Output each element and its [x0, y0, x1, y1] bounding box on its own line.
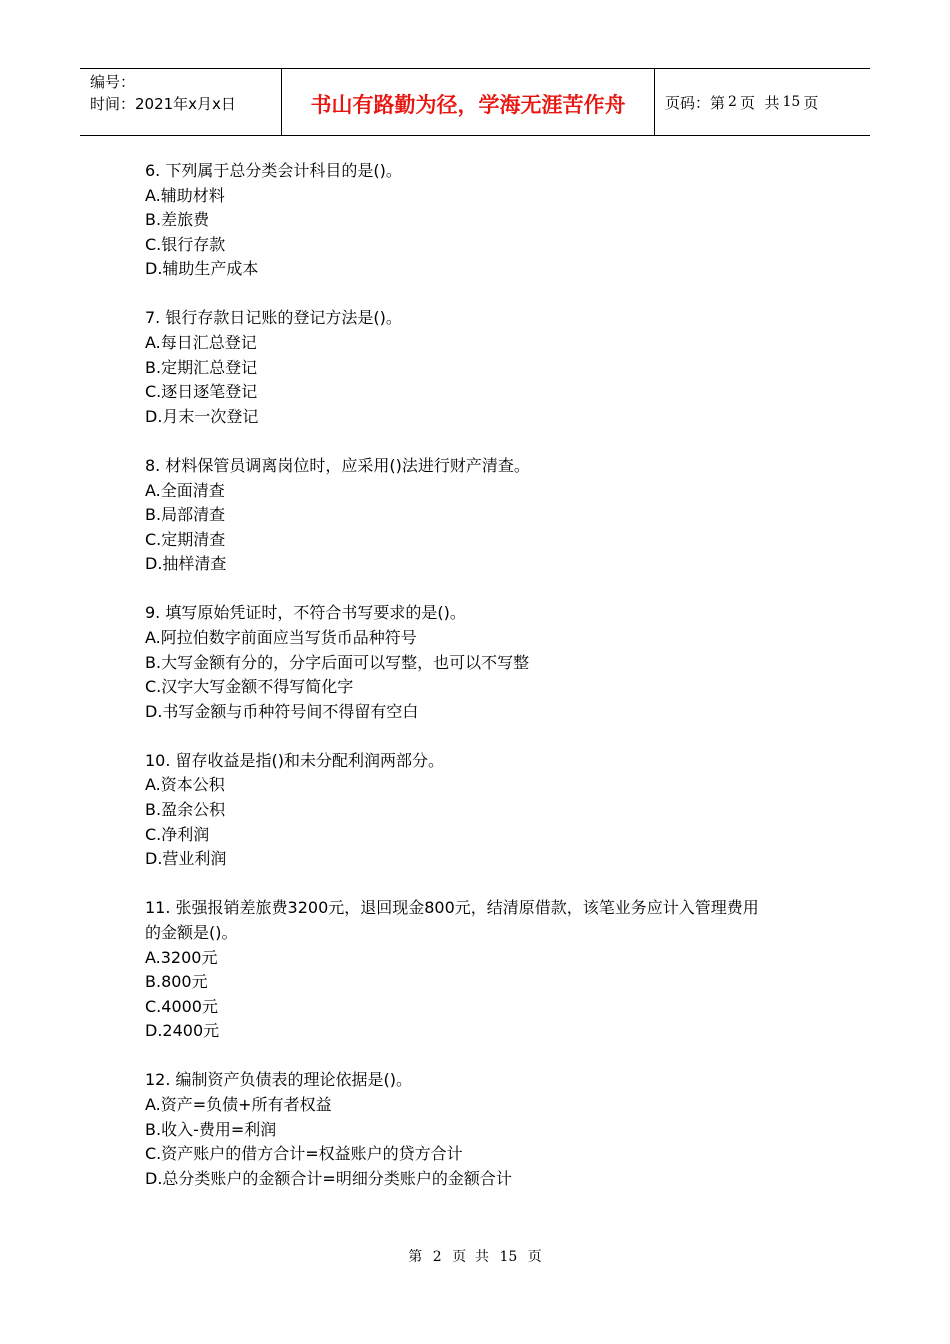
option-d: D.月末一次登记	[145, 406, 259, 426]
footer-current: 2	[432, 1249, 442, 1265]
page-footer	[0, 1246, 950, 1266]
footer-prefix: 第	[408, 1249, 423, 1265]
option-a: A.全面清查	[145, 480, 225, 500]
question-10	[145, 749, 825, 872]
page-mid: 页 共	[739, 93, 780, 112]
option-c: C.净利润	[145, 824, 210, 844]
option-b: B.大写金额有分的，分字后面可以写整，也可以不写整	[145, 652, 530, 672]
option-b: B.盈余公积	[145, 800, 226, 820]
option-a: A.3200元	[145, 947, 218, 967]
question-stem-continued: 的金额是()。	[145, 922, 238, 942]
option-b: B.差旅费	[145, 210, 210, 230]
option-c: C.定期清查	[145, 529, 226, 549]
question-stem: 9. 填写原始凭证时，不符合书写要求的是()。	[145, 603, 466, 623]
option-a: A.资本公积	[145, 775, 225, 795]
option-d: D.抽样清查	[145, 554, 227, 574]
option-c: C.汉字大写金额不得写简化字	[145, 677, 354, 697]
option-b: B.局部清查	[145, 505, 226, 525]
question-11	[145, 896, 825, 1044]
page-total: 15	[782, 94, 801, 110]
question-stem: 11. 张强报销差旅费3200元，退回现金800元，结清原借款，该笔业务应计入管理费用	[145, 898, 759, 918]
option-a: A.每日汇总登记	[145, 333, 257, 353]
question-7	[145, 306, 825, 429]
option-a: A.资产=负债+所有者权益	[145, 1095, 332, 1114]
question-stem: 10. 留存收益是指()和未分配利润两部分。	[145, 750, 445, 770]
option-b: B.收入-费用=利润	[145, 1119, 277, 1139]
motto: 书山有路勤为径，学海无涯苦作舟	[282, 69, 655, 135]
option-d: D.营业利润	[145, 849, 227, 869]
option-a: A.辅助材料	[145, 185, 225, 205]
question-9	[145, 601, 825, 724]
option-b: B.定期汇总登记	[145, 357, 258, 377]
question-8	[145, 454, 825, 577]
question-stem: 6. 下列属于总分类会计科目的是()。	[145, 161, 402, 180]
page-header	[80, 68, 870, 136]
footer-mid: 页 共	[452, 1249, 489, 1265]
question-12	[145, 1068, 825, 1191]
option-c: C.银行存款	[145, 234, 226, 254]
footer-suffix: 页	[527, 1249, 542, 1265]
page-label: 页码：第	[665, 93, 726, 112]
page-current: 2	[728, 94, 737, 110]
option-d: D.辅助生产成本	[145, 259, 259, 279]
number-label: 编号：	[90, 73, 136, 91]
option-b: B.800元	[145, 972, 208, 992]
question-stem: 7. 银行存款日记账的登记方法是()。	[145, 308, 402, 328]
option-d: D.2400元	[145, 1021, 220, 1041]
option-c: C.资产账户的借方合计=权益账户的贷方合计	[145, 1144, 463, 1164]
option-d: D.书写金额与币种符号间不得留有空白	[145, 701, 419, 721]
option-d: D.总分类账户的金额合计=明细分类账户的金额合计	[145, 1168, 512, 1188]
page-end: 页	[803, 93, 819, 112]
header-info	[80, 69, 282, 135]
header-page-number	[655, 69, 870, 135]
question-list	[145, 159, 825, 1216]
option-a: A.阿拉伯数字前面应当写货币品种符号	[145, 628, 417, 647]
question-stem: 8. 材料保管员调离岗位时，应采用()法进行财产清查。	[145, 455, 530, 475]
option-c: C.4000元	[145, 996, 218, 1016]
question-stem: 12. 编制资产负债表的理论依据是()。	[145, 1070, 413, 1090]
footer-total: 15	[499, 1249, 518, 1265]
option-c: C.逐日逐笔登记	[145, 382, 258, 402]
question-6	[145, 159, 825, 282]
date-label: 时间：2021年x月x日	[90, 95, 236, 113]
